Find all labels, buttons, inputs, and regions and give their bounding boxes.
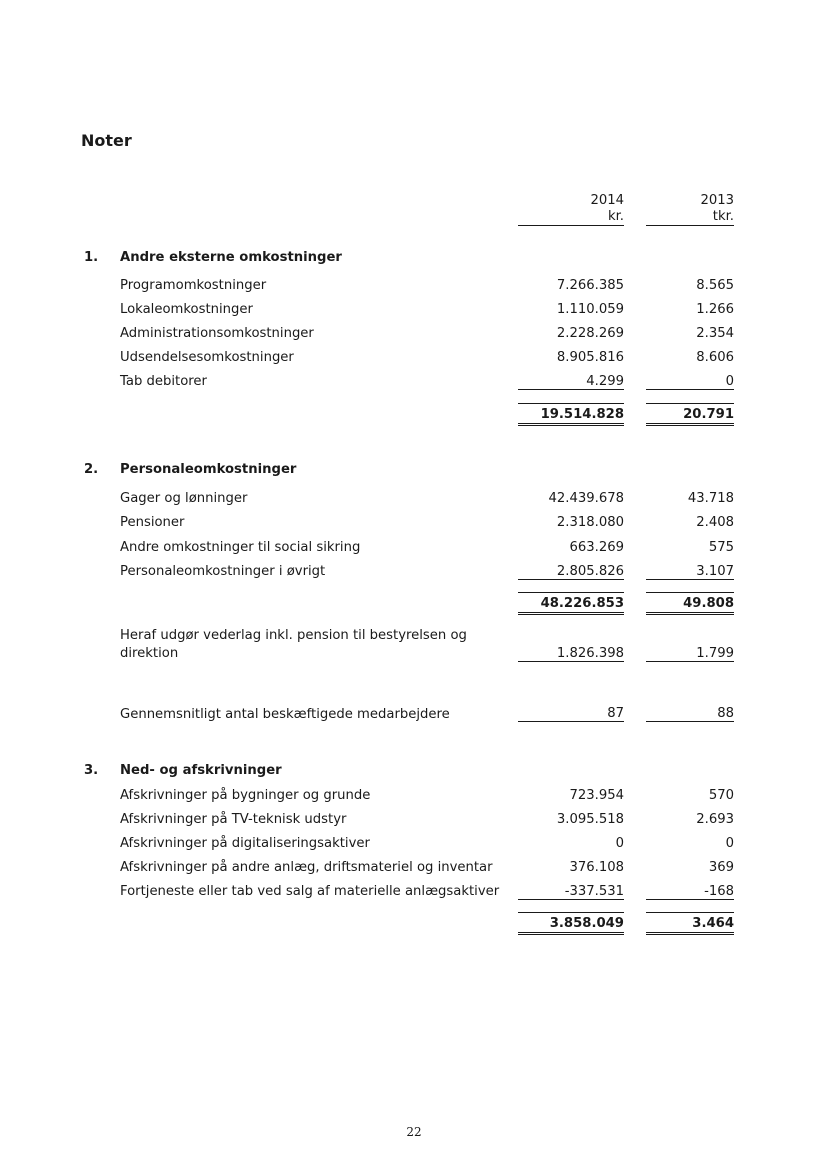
total-value-2013: 49.808 <box>646 592 734 615</box>
column-unit-2014: kr. <box>607 209 624 224</box>
row-value-2014: 1.110.059 <box>556 302 624 317</box>
row-value-2013: 8.606 <box>696 350 734 365</box>
row-value-2013: 2.408 <box>696 515 734 530</box>
row-label: Gager og lønninger <box>120 491 248 506</box>
row-value-2013: 2.693 <box>696 812 734 827</box>
note-number: 3. <box>84 763 99 778</box>
row-label: Afskrivninger på bygninger og grunde <box>120 788 371 803</box>
row-label: Personaleomkostninger i øvrigt <box>120 564 326 579</box>
row-value-2014: 2.228.269 <box>556 326 624 341</box>
row-value-2014: 376.108 <box>569 860 624 875</box>
total-value-2014: 3.858.049 <box>518 912 624 935</box>
row-label: Fortjeneste eller tab ved salg af materielle anlægsaktiver <box>120 884 500 899</box>
row-label-line1: Heraf udgør vederlag inkl. pension til bestyrelsen og <box>120 628 467 643</box>
page-number: 22 <box>406 1125 422 1139</box>
note-heading: Personaleomkostninger <box>120 462 297 477</box>
row-value-2013: 0 <box>725 836 734 851</box>
note-heading: Andre eksterne omkostninger <box>120 250 342 265</box>
row-value-2013: 8.565 <box>696 278 734 293</box>
note-number: 2. <box>84 462 99 477</box>
total-value-2014: 48.226.853 <box>518 592 624 615</box>
row-value-2013: 3.107 <box>646 564 734 580</box>
note-heading: Ned- og afskrivninger <box>120 763 282 778</box>
row-value-2013: 43.718 <box>687 491 734 506</box>
row-value-2014: 2.318.080 <box>556 515 624 530</box>
row-label: Andre omkostninger til social sikring <box>120 540 361 555</box>
row-label: Udsendelsesomkostninger <box>120 350 294 365</box>
row-value-2013: 570 <box>708 788 734 803</box>
column-year-2014: 2014 <box>590 193 624 208</box>
row-value-2013: 575 <box>708 540 734 555</box>
row-label: Programomkostninger <box>120 278 267 293</box>
row-label: Afskrivninger på andre anlæg, driftsmateriel og inventar <box>120 860 493 875</box>
row-value-2014: 1.826.398 <box>518 646 624 662</box>
row-value-2013: 1.266 <box>696 302 734 317</box>
row-value-2014: 87 <box>518 706 624 722</box>
total-value-2013: 3.464 <box>646 912 734 935</box>
row-label-line2: direktion <box>120 646 179 661</box>
column-header-2014 <box>518 193 624 226</box>
row-label: Afskrivninger på digitaliseringsaktiver <box>120 836 370 851</box>
row-value-2013: 369 <box>708 860 734 875</box>
row-value-2013: 88 <box>646 706 734 722</box>
row-value-2013: -168 <box>646 884 734 900</box>
row-value-2014: 4.299 <box>518 374 624 390</box>
row-label: Lokaleomkostninger <box>120 302 253 317</box>
row-label: Pensioner <box>120 515 185 530</box>
row-value-2014: 3.095.518 <box>556 812 624 827</box>
row-value-2013: 2.354 <box>696 326 734 341</box>
row-value-2013: 0 <box>646 374 734 390</box>
column-year-2013: 2013 <box>700 193 734 208</box>
row-label: Tab debitorer <box>120 374 207 389</box>
row-value-2014: 2.805.826 <box>518 564 624 580</box>
row-label: Administrationsomkostninger <box>120 326 314 341</box>
row-value-2013: 1.799 <box>646 646 734 662</box>
total-value-2013: 20.791 <box>646 403 734 426</box>
note-number: 1. <box>84 250 99 265</box>
page-title: Noter <box>81 131 132 150</box>
column-unit-2013: tkr. <box>712 209 734 224</box>
row-value-2014: 7.266.385 <box>556 278 624 293</box>
row-value-2014: -337.531 <box>518 884 624 900</box>
total-value-2014: 19.514.828 <box>518 403 624 426</box>
row-label: Gennemsnitligt antal beskæftigede medarbejdere <box>120 707 450 722</box>
row-value-2014: 8.905.816 <box>556 350 624 365</box>
row-value-2014: 723.954 <box>569 788 624 803</box>
row-label: Afskrivninger på TV-teknisk udstyr <box>120 812 347 827</box>
row-value-2014: 42.439.678 <box>548 491 624 506</box>
row-value-2014: 663.269 <box>569 540 624 555</box>
column-header-2013 <box>646 193 734 226</box>
row-value-2014: 0 <box>615 836 624 851</box>
